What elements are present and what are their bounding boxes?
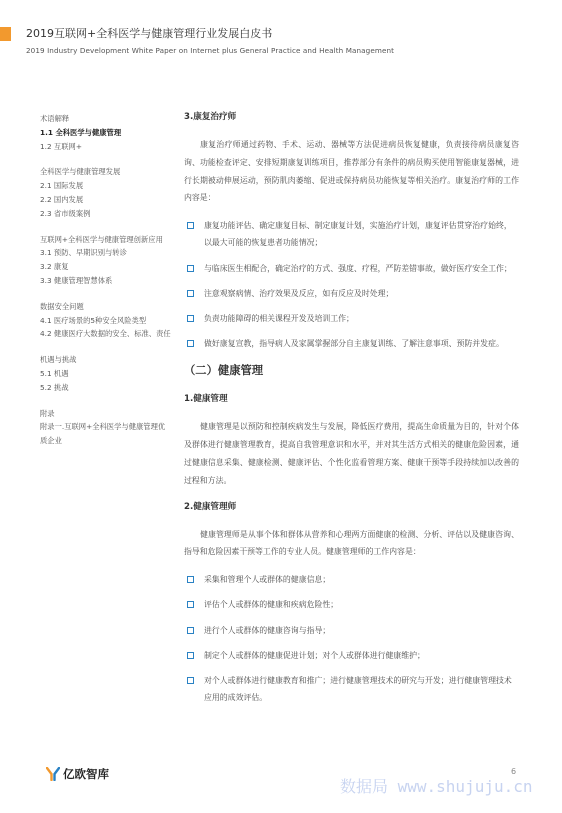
list-item (184, 647, 519, 664)
square-bullet-icon (187, 576, 194, 583)
list-item (184, 285, 519, 302)
list-item (184, 335, 519, 352)
toc-item[interactable]: 1.2 互联网+ (40, 141, 82, 151)
toc-item[interactable]: 附录 (40, 408, 55, 418)
list-item-text: 进行个人或群体的健康咨询与指导； (204, 625, 331, 635)
square-bullet-icon (187, 222, 194, 229)
list-item (184, 672, 519, 706)
toc-group-terms (40, 112, 172, 153)
list-item-text: 评估个人或群体的健康和疾病危险性； (204, 600, 339, 610)
table-of-contents (40, 112, 172, 460)
square-bullet-icon (187, 601, 194, 608)
main-content (184, 110, 519, 716)
brand-logo (46, 766, 109, 782)
toc-item[interactable]: 3.2 康复 (40, 262, 69, 272)
square-bullet-icon (187, 627, 194, 634)
list-item (184, 217, 519, 251)
toc-item[interactable]: 4.1 医疗场景的5种安全风险类型 (40, 315, 147, 325)
toc-item[interactable]: 3.3 健康管理智慧体系 (40, 275, 113, 285)
rehab-duties-list (184, 217, 519, 352)
square-bullet-icon (187, 677, 194, 684)
square-bullet-icon (187, 340, 194, 347)
toc-group-security (40, 300, 172, 341)
list-item (184, 596, 519, 613)
square-bullet-icon (187, 652, 194, 659)
list-item-text: 采集和管理个人或群体的健康信息； (204, 575, 331, 585)
watermark: 数据局 www.shujuju.cn (340, 777, 533, 796)
list-item (184, 260, 519, 277)
list-item (184, 571, 519, 588)
health-manager-heading: 2.健康管理师 (184, 501, 237, 512)
square-bullet-icon (187, 265, 194, 272)
health-management-paragraph: 健康管理是以预防和控制疾病发生与发展，降低医疗费用，提高生命质量为目的，针对个体及群体进行健康管理教育，提高自我管理意识和水平，并对其生活方式相关的健康危险因素，通过健康信息采集、健康检测、健康评估、个性化监看管理方案、健康干预等手段持续加以改善的过程和方法。 (184, 422, 519, 485)
list-item (184, 622, 519, 639)
health-manager-paragraph: 健康管理师是从事个体和群体从营养和心理两方面健康的检测、分析、评估以及健康咨询、指导和危险因素干预等工作的专业人员。健康管理师的工作内容是： (184, 529, 519, 557)
toc-item[interactable]: 2.3 省市级案例 (40, 208, 91, 218)
logo-mark-icon (46, 767, 60, 781)
toc-item[interactable]: 2.2 国内发展 (40, 194, 84, 204)
toc-group-opportunities (40, 353, 172, 394)
toc-item[interactable]: 3.1 预防、早期识别与转诊 (40, 248, 127, 258)
toc-item[interactable]: 附录一.互联网+全科医学与健康管理优质企业 (40, 422, 166, 446)
toc-item-active[interactable]: 1.1 全科医学与健康管理 (40, 127, 122, 137)
list-item-text: 注意观察病情、治疗效果及反应，如有反应及时处理； (204, 288, 394, 298)
toc-item[interactable]: 2.1 国际发展 (40, 181, 84, 191)
toc-group-innovation (40, 233, 172, 288)
toc-item[interactable]: 机遇与挑战 (40, 355, 77, 365)
toc-group-appendix (40, 407, 172, 448)
list-item-text: 对个人或群体进行健康教育和推广；进行健康管理技术的研究与开发；进行健康管理技术应用的成效评估。 (204, 676, 512, 703)
toc-item[interactable]: 4.2 健康医疗大数据的安全、标准、责任 (40, 329, 171, 339)
list-item (184, 310, 519, 327)
page-number: 6 (511, 767, 517, 776)
square-bullet-icon (187, 290, 194, 297)
list-item-text: 负责功能障碍的相关课程开发及培训工作； (204, 314, 354, 323)
toc-group-development (40, 165, 172, 220)
health-manager-duties-list (184, 571, 519, 706)
document-title: 2019互联网+全科医学与健康管理行业发展白皮书 (26, 27, 273, 40)
rehab-therapist-heading: 3.康复治疗师 (184, 112, 237, 122)
toc-item[interactable]: 术语解释 (40, 114, 70, 123)
header-accent-bar (0, 27, 11, 41)
list-item-text: 康复功能评估、确定康复目标、制定康复计划，实施治疗计划，康复评估贯穿治疗始终，以最大可能的恢复患者功能情况； (204, 221, 512, 248)
toc-item[interactable]: 全科医学与健康管理发展 (40, 167, 121, 177)
list-item-text: 与临床医生相配合，确定治疗的方式、强度、疗程，严防差错事故，做好医疗安全工作； (204, 263, 512, 273)
square-bullet-icon (187, 315, 194, 322)
logo-text: 亿欧智库 (63, 767, 109, 781)
list-item-text: 制定个人或群体的健康促进计划；对个人或群体进行健康维护； (204, 650, 425, 660)
health-management-section-heading: （二）健康管理 (184, 364, 264, 378)
toc-item[interactable]: 5.1 机遇 (40, 368, 69, 378)
health-management-heading: 1.健康管理 (184, 394, 228, 405)
toc-item[interactable]: 5.2 挑战 (40, 382, 69, 392)
list-item-text: 做好康复宣教，指导病人及家属掌握部分自主康复训练、了解注意事项、预防并发症。 (204, 339, 504, 349)
toc-item[interactable]: 数据安全问题 (40, 301, 84, 311)
rehab-therapist-paragraph: 康复治疗师通过药物、手术、运动、器械等方法促进病员恢复健康，负责接待病员康复咨询、功能检查评定、安排短期康复训练项目，推荐部分有条件的病员购买使用智能康复器械，进行长期被动伸展运动，预防肌肉萎缩、促进或保持病员功能恢复等相关治疗。康复治疗师的工作内容是： (184, 140, 519, 203)
document-subtitle: 2019 Industry Development White Paper on Internet plus General Practice and Health Management (26, 46, 395, 55)
toc-item[interactable]: 互联网+全科医学与健康管理创新应用 (40, 234, 163, 244)
